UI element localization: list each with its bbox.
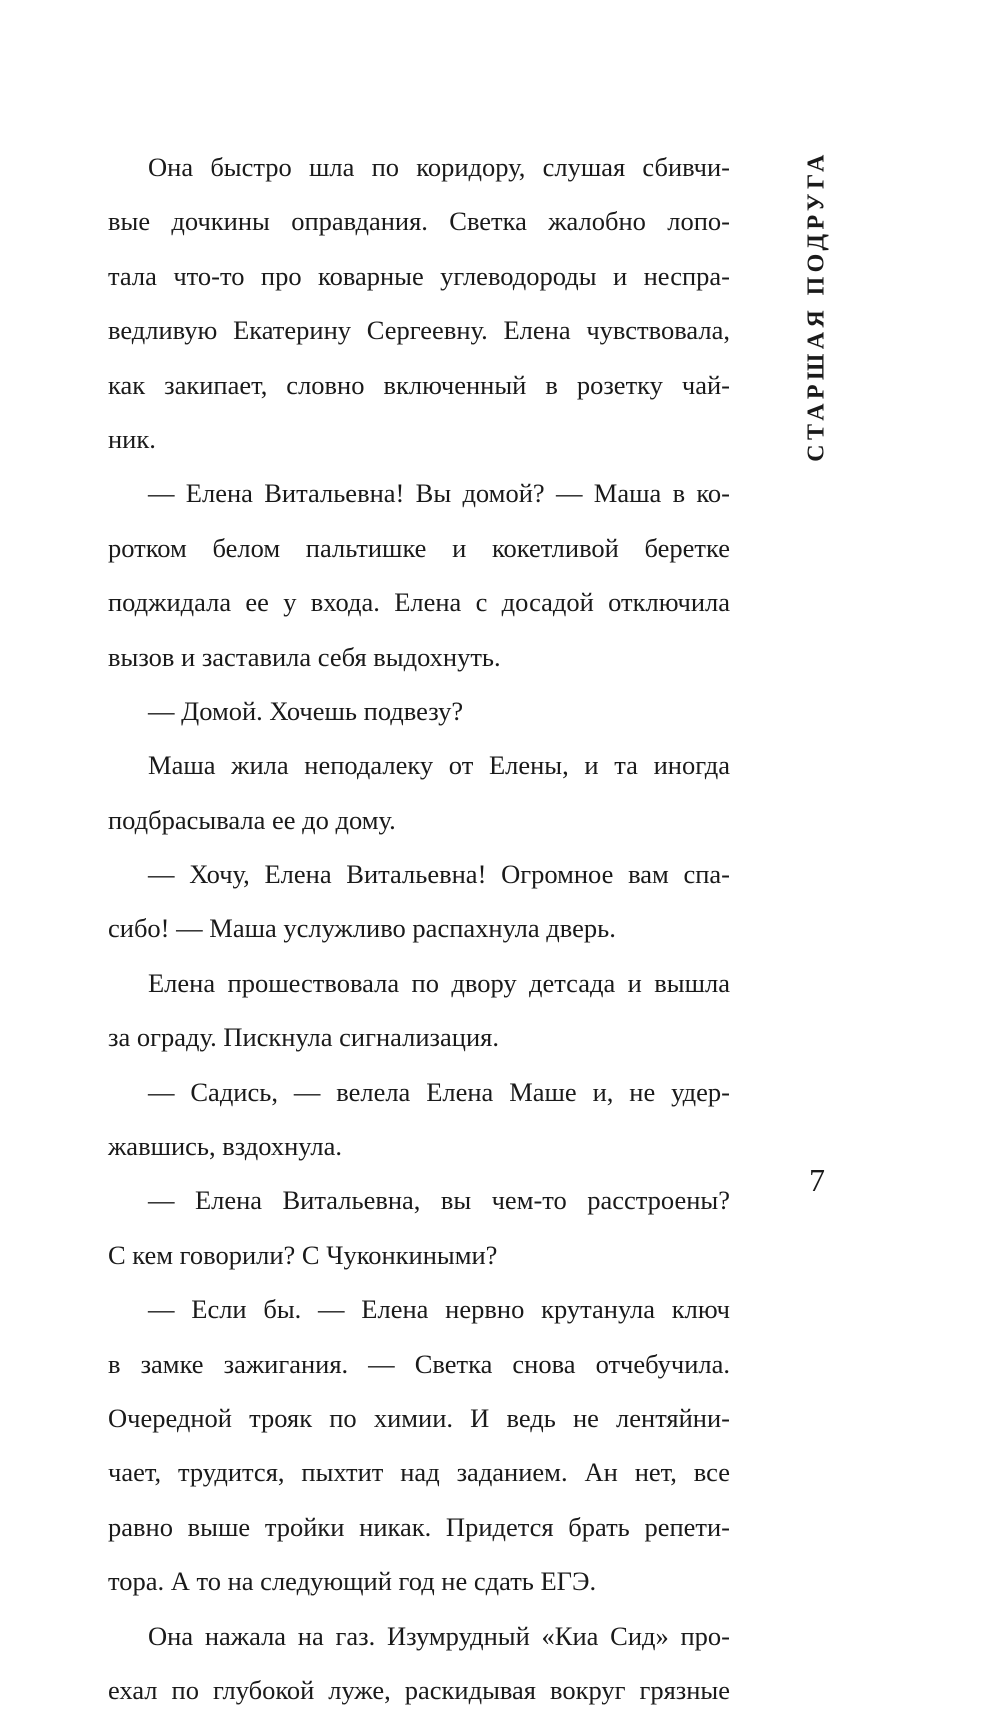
running-head-text: СТАРШАЯ ПОДРУГА: [803, 150, 830, 462]
page-number: 7: [809, 1162, 825, 1198]
text-line: — Садись, — велела Елена Маше и, не удер-: [148, 1076, 730, 1107]
text-line: подбрасывала ее до дому.: [108, 804, 396, 835]
text-line: — Если бы. — Елена нервно крутанула ключ: [148, 1294, 730, 1325]
text-line: Очередной трояк по химии. И ведь не лентяйни-: [108, 1402, 730, 1433]
body-text: [108, 140, 730, 1717]
text-line: чает, трудится, пыхтит над заданием. Ан нет, все: [108, 1457, 730, 1488]
text-line: С кем говорили? С Чуконкиными?: [108, 1239, 498, 1270]
running-head: [796, 150, 838, 462]
text-line: — Елена Витальевна! Вы домой? — Маша в ко-: [148, 478, 730, 509]
text-line: — Елена Витальевна, вы чем-то расстроены?: [148, 1185, 730, 1216]
text-line: ротком белом пальтишке и кокетливой беретке: [108, 532, 730, 563]
text-line: равно выше тройки никак. Придется брать репети-: [108, 1511, 730, 1542]
text-line: тала что-то про коварные углеводороды и неспра-: [108, 260, 730, 291]
text-line: — Хочу, Елена Витальевна! Огромное вам спа-: [148, 859, 730, 890]
text-line: ник.: [108, 423, 156, 454]
text-line: вые дочкины оправдания. Светка жалобно лопо-: [108, 206, 730, 237]
text-line: за ограду. Пискнула сигнализация.: [108, 1022, 499, 1053]
text-line: ехал по глубокой луже, раскидывая вокруг грязные: [108, 1674, 730, 1705]
text-line: поджидала ее у входа. Елена с досадой отключила: [108, 587, 730, 618]
text-line: Она быстро шла по коридору, слушая сбивчи-: [148, 152, 730, 182]
text-line: жавшись, вздохнула.: [108, 1131, 342, 1162]
text-line: вызов и заставила себя выдохнуть.: [108, 641, 501, 672]
text-line: — Домой. Хочешь подвезу?: [148, 695, 464, 726]
text-line: как закипает, словно включенный в розетку чай-: [108, 369, 730, 400]
text-line: в замке зажигания. — Светка снова отчебучила.: [108, 1348, 730, 1379]
text-line: Маша жила неподалеку от Елены, и та иногда: [148, 750, 730, 781]
text-line: сибо! — Маша услужливо распахнула дверь.: [108, 913, 616, 944]
text-line: Елена прошествовала по двору детсада и вышла: [148, 967, 730, 998]
text-line: тора. А то на следующий год не сдать ЕГЭ.: [108, 1566, 597, 1597]
text-line: Она нажала на газ. Изумрудный «Киа Сид» про-: [148, 1620, 730, 1651]
text-line: ведливую Екатерину Сергеевну. Елена чувствовала,: [108, 315, 730, 346]
